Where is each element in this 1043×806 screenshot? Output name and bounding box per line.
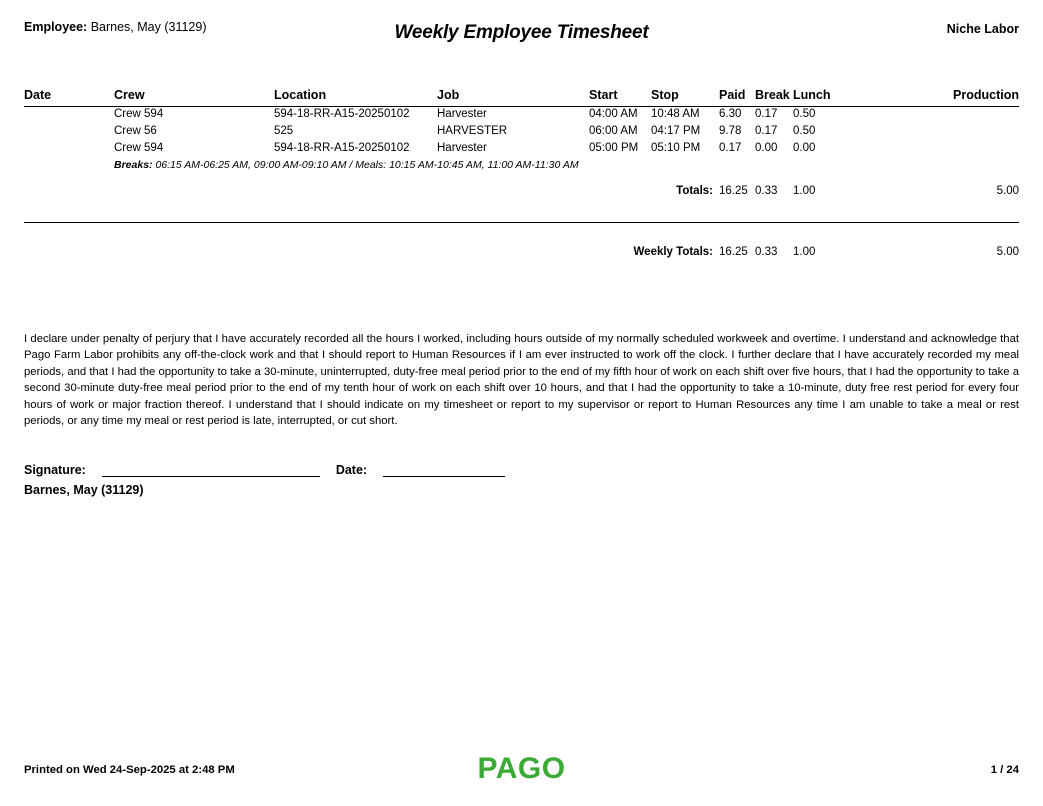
totals-label: Totals: <box>676 185 713 197</box>
column-header-break: Break <box>755 88 790 102</box>
printed-on-text: Printed on Wed 24-Sep-2025 at 2:48 PM <box>24 764 235 776</box>
cell-location: 525 <box>274 125 294 137</box>
column-header-production: Production <box>953 88 1019 102</box>
cell-paid: 6.30 <box>719 108 742 120</box>
column-header-crew: Crew <box>114 88 145 102</box>
breaks-note-row <box>24 158 1019 172</box>
daily-totals-row <box>24 184 1019 198</box>
cell-break: 0.17 <box>755 108 778 120</box>
date-label: Date: <box>335 463 368 478</box>
cell-start: 04:00 AM <box>589 108 638 120</box>
cell-production <box>831 124 1019 141</box>
cell-break: 0.17 <box>755 125 778 137</box>
cell-date <box>24 107 114 125</box>
weekly-totals-lunch: 1.00 <box>793 246 816 258</box>
signature-row <box>24 463 1019 477</box>
table-header-row <box>24 88 1019 106</box>
weekly-totals-break: 0.33 <box>755 246 778 258</box>
totals-paid: 16.25 <box>719 185 748 197</box>
breaks-label: Breaks: <box>114 159 153 171</box>
spacer <box>24 172 1019 184</box>
cell-lunch: 0.50 <box>793 108 816 120</box>
table-row <box>24 124 1019 141</box>
pago-logo-text: PAGO <box>477 752 566 785</box>
declaration-text: I declare under penalty of perjury that I have accurately recorded all the hours I worked, including hours outside of my normally scheduled workweek and overtime. I understand and acknowledge that Pago Farm Labor prohibits any off-the-clock work and that I should report to Human Resources if I am ever instructed to work off the clock. I further declare that I have accurately recorded my meal periods, and that I had the opportunity to take a 30-minute, uninterrupted, duty-free meal period prior to the end of my fifth hour of work on each shift over five hours, that I had the opportunity to take a second 30-minute duty-free meal period prior to the end of my tenth hour of work on each shift over 10 hours, and that I had the opportunity to take a 10-minute, duty free rest period for every four hours of work or major fraction thereof. I understand that I should indicate on my timesheet or report to my supervisor or report to Human Resources any time I am unable to take a meal or rest periods, or any time my meal or rest period is late, interrupted, or cut short. <box>24 333 1019 427</box>
cell-crew: Crew 594 <box>114 108 164 120</box>
cell-lunch: 0.00 <box>793 142 816 154</box>
page-title: Weekly Employee Timesheet <box>394 22 649 43</box>
date-line[interactable] <box>383 464 505 477</box>
spacer <box>24 223 1019 246</box>
cell-start: 05:00 PM <box>589 142 639 154</box>
breaks-text: 06:15 AM-06:25 AM, 09:00 AM-09:10 AM / Meals: 10:15 AM-10:45 AM, 11:00 AM-11:30 AM <box>152 159 579 171</box>
column-header-stop: Stop <box>651 88 679 102</box>
signature-label: Signature: <box>24 463 86 478</box>
page-number: 1 / 24 <box>990 764 1019 776</box>
table-row <box>24 141 1019 158</box>
weekly-totals-row <box>24 245 1019 259</box>
column-header-paid: Paid <box>719 88 746 102</box>
cell-production <box>831 141 1019 158</box>
cell-date <box>24 124 114 141</box>
cell-break: 0.00 <box>755 142 778 154</box>
cell-date <box>24 141 114 158</box>
weekly-totals-production: 5.00 <box>996 246 1019 258</box>
column-header-start: Start <box>589 88 618 102</box>
signature-printed-name: Barnes, May (31129) <box>24 483 144 498</box>
cell-job: HARVESTER <box>437 125 508 137</box>
column-header-date: Date <box>24 88 52 102</box>
cell-job: Harvester <box>437 142 487 154</box>
cell-production <box>831 107 1019 125</box>
cell-location: 594-18-RR-A15-20250102 <box>274 142 410 154</box>
document-footer <box>24 748 1019 788</box>
timesheet-table <box>24 88 1019 259</box>
column-header-location: Location <box>274 88 327 102</box>
totals-production: 5.00 <box>996 185 1019 197</box>
cell-job: Harvester <box>437 108 487 120</box>
cell-crew: Crew 56 <box>114 125 157 137</box>
signature-block <box>24 463 1019 497</box>
employee-name: Barnes, May (31129) <box>90 20 207 34</box>
cell-stop: 04:17 PM <box>651 125 701 137</box>
column-header-lunch: Lunch <box>793 88 831 102</box>
cell-location: 594-18-RR-A15-20250102 <box>274 108 410 120</box>
cell-paid: 0.17 <box>719 142 742 154</box>
company-name: Niche Labor <box>946 22 1019 36</box>
totals-lunch: 1.00 <box>793 185 816 197</box>
weekly-totals-label: Weekly Totals: <box>633 246 713 258</box>
table-row <box>24 107 1019 125</box>
spacer <box>24 198 1019 220</box>
cell-paid: 9.78 <box>719 125 742 137</box>
document-header <box>24 0 1019 58</box>
signature-line[interactable] <box>102 464 320 477</box>
employee-label: Employee: <box>24 20 88 34</box>
column-header-job: Job <box>437 88 460 102</box>
totals-break: 0.33 <box>755 185 778 197</box>
cell-start: 06:00 AM <box>589 125 638 137</box>
cell-stop: 10:48 AM <box>651 108 700 120</box>
cell-lunch: 0.50 <box>793 125 816 137</box>
cell-stop: 05:10 PM <box>651 142 701 154</box>
cell-crew: Crew 594 <box>114 142 164 154</box>
weekly-totals-paid: 16.25 <box>719 246 748 258</box>
pago-logo <box>24 754 1019 784</box>
